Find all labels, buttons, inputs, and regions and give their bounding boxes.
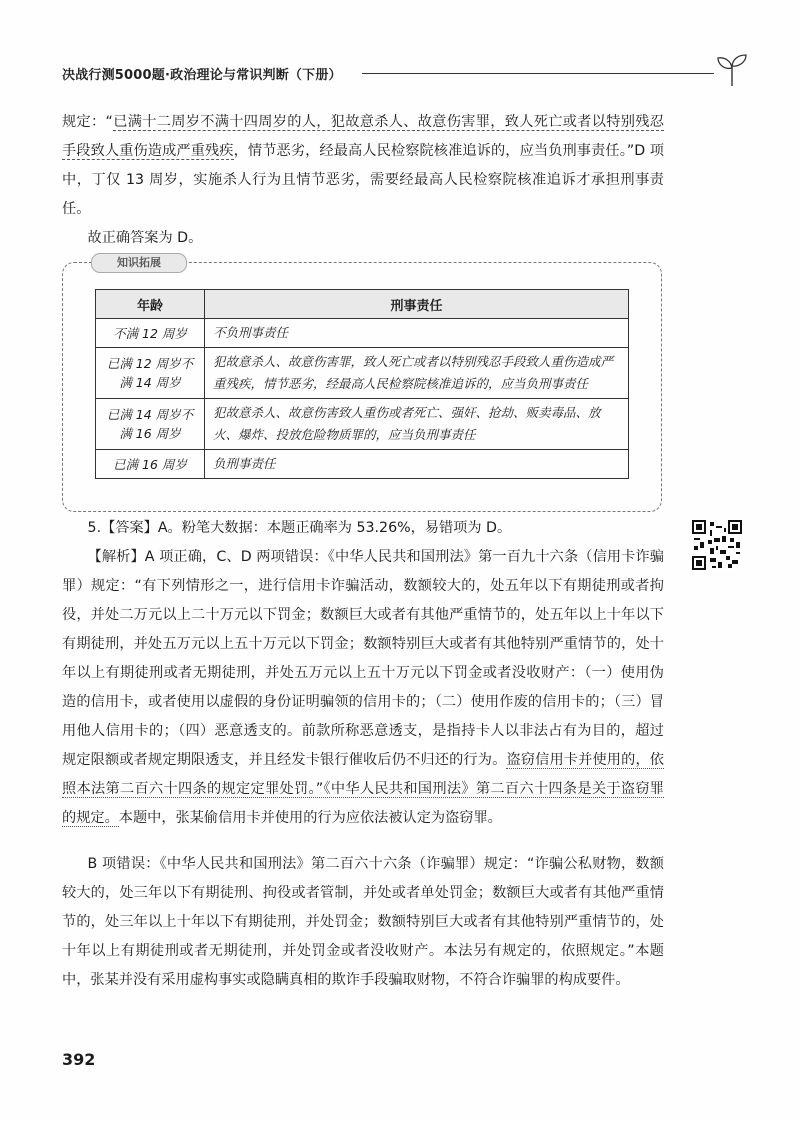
table-row bbox=[96, 348, 629, 399]
age-cell: 已满 14 周岁不满 16 周岁 bbox=[96, 399, 205, 450]
running-header bbox=[62, 52, 752, 92]
knowledge-box-tag: 知识拓展 bbox=[91, 253, 187, 273]
age-responsibility-table bbox=[95, 289, 629, 479]
responsibility-cell: 犯故意杀人、故意伤害罪，致人死亡或者以特别残忍手段致人重伤造成严重残疾，情节恶劣，经最高人民检察院核准追诉的，应当负刑事责任 bbox=[205, 348, 629, 399]
header-rule bbox=[362, 73, 714, 74]
answer-line: 5.【答案】A。粉笔大数据：本题正确率为 53.26%，易错项为 D。 bbox=[87, 520, 512, 536]
analysis-a-text: 【解析】A 项正确，C、D 两项错误：《中华人民共和国刑法》第一百九十六条（信用卡诈骗罪）规定：“有下列情形之一，进行信用卡诈骗活动，数额较大的，处五年以下有期徒刑或者拘役，并处二万元以上二十万元以下罚金；数额巨大或者有其他严重情节的，处五年以上十年以下有期徒刑，并处五万元以上五十万元以下罚金；数额特别巨大或者有其他特别严重情节的，处十年以上有期徒刑或者无期徒刑，并处五万元以上五十万元以下罚金或者没收财产：（一）使用伪造的信用卡，或者使用以虚假的身份证明骗领的信用卡的；（二）使用作废的信用卡的；（三）冒用他人信用卡的；（四）恶意透支的。前款所称恶意透支，是指持卡人以非法占有为目的，超过规定限额或者规定期限透支，并且经发卡银行催收后仍不归还的行为。 bbox=[62, 549, 664, 768]
header-age: 年龄 bbox=[96, 290, 205, 319]
responsibility-cell: 犯故意杀人、故意伤害致人重伤或者死亡、强奸、抢劫、贩卖毒品、放火、爆炸、投放危险物质罪的，应当负刑事责任 bbox=[205, 399, 629, 450]
table-row bbox=[96, 399, 629, 450]
analysis-paragraph-a bbox=[62, 543, 664, 833]
analysis-a-wavy-text: 盗窃信用卡并使用的，依照本法第二百六十四条的规定定罪处罚。”《中华人民共和国刑法》第二百六十四条是关于盗窃罪的规定。 bbox=[62, 752, 664, 826]
header-responsibility: 刑事责任 bbox=[205, 290, 629, 319]
analysis-paragraph-b: B 项错误：《中华人民共和国刑法》第二百六十六条（诈骗罪）规定：“诈骗公私财物，数额较大的，处三年以下有期徒刑、拘役或者管制，并处或者单处罚金；数额巨大或者有其他严重情节的，处三年以上十年以下有期徒刑，并处罚金；数额特别巨大或者有其他特别严重情节的，处十年以上有期徒刑或者无期徒刑，并处罚金或者没收财产。本法另有规定的，依照规定。”本题中，张某并没有采用虚构事实或隐瞒真相的欺诈手段骗取财物，不符合诈骗罪的构成要件。 bbox=[62, 856, 664, 988]
book-title: 决战行测5000题·政治理论与常识判断（下册） bbox=[62, 68, 342, 83]
qr-code-icon[interactable] bbox=[692, 520, 742, 570]
answer-d-line: 故正确答案为 D。 bbox=[87, 230, 203, 246]
page-number: 392 bbox=[62, 1050, 96, 1069]
analysis-a-conclusion: 本题中，张某偷信用卡并使用的行为应依法被认定为盗窃罪。 bbox=[118, 810, 502, 826]
age-cell: 已满 16 周岁 bbox=[96, 450, 205, 479]
table-header-row bbox=[96, 290, 629, 319]
responsibility-cell: 负刑事责任 bbox=[205, 450, 629, 479]
table-row bbox=[96, 319, 629, 348]
responsibility-cell: 不负刑事责任 bbox=[205, 319, 629, 348]
table-row bbox=[96, 450, 629, 479]
age-cell: 不满 12 周岁 bbox=[96, 319, 205, 348]
sprout-icon bbox=[712, 52, 752, 88]
intro-paragraph bbox=[62, 108, 664, 224]
knowledge-box bbox=[62, 256, 662, 512]
age-cell: 已满 12 周岁不满 14 周岁 bbox=[96, 348, 205, 399]
intro-text-1: 规定：“ bbox=[62, 114, 113, 130]
intro-text-3: ，情节恶劣，经最高人民检察院核准追诉的，应当负刑事责任。”D 项中，丁仅 13 周岁，实施杀人行为且情节恶劣，需要经最高人民检察院核准追诉才承担刑事责任。 bbox=[62, 143, 664, 217]
intro-underlined-text: 已满十二周岁不满十四周岁的人，犯故意杀人、故意伤害罪，致人死亡或者以特别残忍手段致人重伤造成严重残疾 bbox=[62, 114, 664, 159]
